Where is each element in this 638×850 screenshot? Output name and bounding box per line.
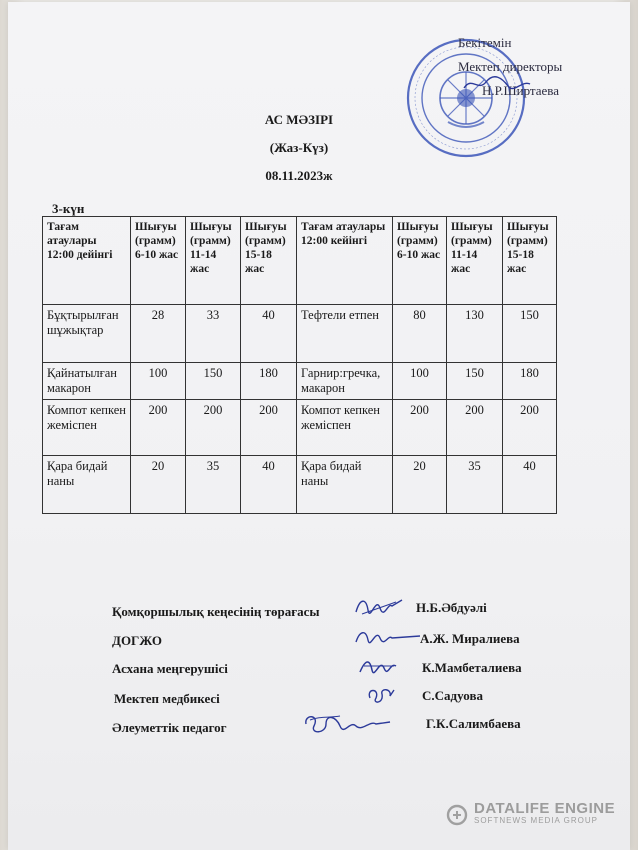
value-cell: 35 [186, 456, 241, 514]
director-signature [462, 74, 532, 94]
value-cell: 28 [131, 305, 186, 363]
table-header-row [43, 217, 557, 305]
handwritten-signature [356, 654, 406, 678]
value-cell: 150 [503, 305, 557, 363]
value-cell: 130 [447, 305, 503, 363]
value-cell: 40 [503, 456, 557, 514]
menu-season: (Жаз-Күз) [269, 140, 329, 155]
value-cell: 35 [447, 456, 503, 514]
menu-day: 3-күн [52, 201, 85, 216]
table-row [43, 400, 557, 456]
dish-cell: Гарнир:гречка, макарон [297, 363, 393, 400]
header-cell: Шығуы (грамм) 15-18 жас [241, 217, 297, 305]
value-cell: 200 [503, 400, 557, 456]
dish-cell: Компот кепкен жеміспен [297, 400, 393, 456]
approval-label: Бекітемін [458, 35, 512, 50]
signer-name: А.Ж. Миралиева [420, 631, 520, 646]
value-cell: 200 [241, 400, 297, 456]
header-cell: Тағам атаулары 12:00 кейінгі [297, 217, 393, 305]
dish-cell: Қара бидай наны [43, 456, 131, 514]
signer-name: Н.Б.Әбдуәлі [416, 600, 487, 615]
watermark-title: DATALIFE ENGINE [474, 800, 616, 817]
handwritten-signature [362, 684, 402, 708]
value-cell: 150 [447, 363, 503, 400]
value-cell: 200 [393, 400, 447, 456]
value-cell: 20 [131, 456, 186, 514]
signer-name: К.Мамбеталиева [422, 660, 522, 675]
signer-role: Асхана меңгерушісі [112, 661, 228, 676]
value-cell: 40 [241, 456, 297, 514]
value-cell: 40 [241, 305, 297, 363]
menu-title: АС МӘЗІРІ [264, 112, 334, 127]
value-cell: 100 [131, 363, 186, 400]
value-cell: 180 [241, 363, 297, 400]
datalife-logo-icon [446, 804, 468, 826]
dish-cell: Қайнатылған макарон [43, 363, 131, 400]
header-cell: Шығуы (грамм) 15-18 жас [503, 217, 557, 305]
watermark [446, 800, 616, 827]
watermark-subtitle: SOFTNEWS MEDIA GROUP [474, 816, 599, 825]
dish-cell: Бұқтырылған шұжықтар [43, 305, 131, 363]
handwritten-signature [300, 712, 396, 740]
dish-cell: Тефтели етпен [297, 305, 393, 363]
approval-position: Мектеп директоры [458, 59, 563, 74]
signer-role: ДОГЖО [112, 633, 162, 648]
dish-cell: Қара бидай наны [297, 456, 393, 514]
value-cell: 150 [186, 363, 241, 400]
header-cell: Шығуы (грамм) 6-10 жас [393, 217, 447, 305]
dish-cell: Компот кепкен жеміспен [43, 400, 131, 456]
value-cell: 200 [131, 400, 186, 456]
signer-name: Г.К.Салимбаева [426, 716, 521, 731]
signer-role: Әлеуметтік педагог [112, 720, 227, 735]
header-cell: Шығуы (грамм) 11-14 жас [186, 217, 241, 305]
table-row [43, 305, 557, 363]
value-cell: 100 [393, 363, 447, 400]
value-cell: 80 [393, 305, 447, 363]
value-cell: 20 [393, 456, 447, 514]
approval-name: Н.Р.Ширтаева [482, 83, 560, 98]
handwritten-signature [350, 624, 424, 648]
header-cell: Шығуы (грамм) 6-10 жас [131, 217, 186, 305]
value-cell: 200 [186, 400, 241, 456]
menu-table [42, 216, 557, 514]
value-cell: 200 [447, 400, 503, 456]
value-cell: 33 [186, 305, 241, 363]
signer-role: Қомқоршылық кеңесінің төрағасы [112, 604, 320, 619]
handwritten-signature [352, 594, 408, 618]
signer-role: Мектеп медбикесі [114, 691, 220, 706]
header-cell: Шығуы (грамм) 11-14 жас [447, 217, 503, 305]
table-row [43, 456, 557, 514]
value-cell: 180 [503, 363, 557, 400]
menu-date: 08.11.2023ж [265, 168, 333, 183]
signer-name: С.Садуова [422, 688, 483, 703]
header-cell: Тағам атаулары 12:00 дейінгі [43, 217, 131, 305]
table-row [43, 363, 557, 400]
